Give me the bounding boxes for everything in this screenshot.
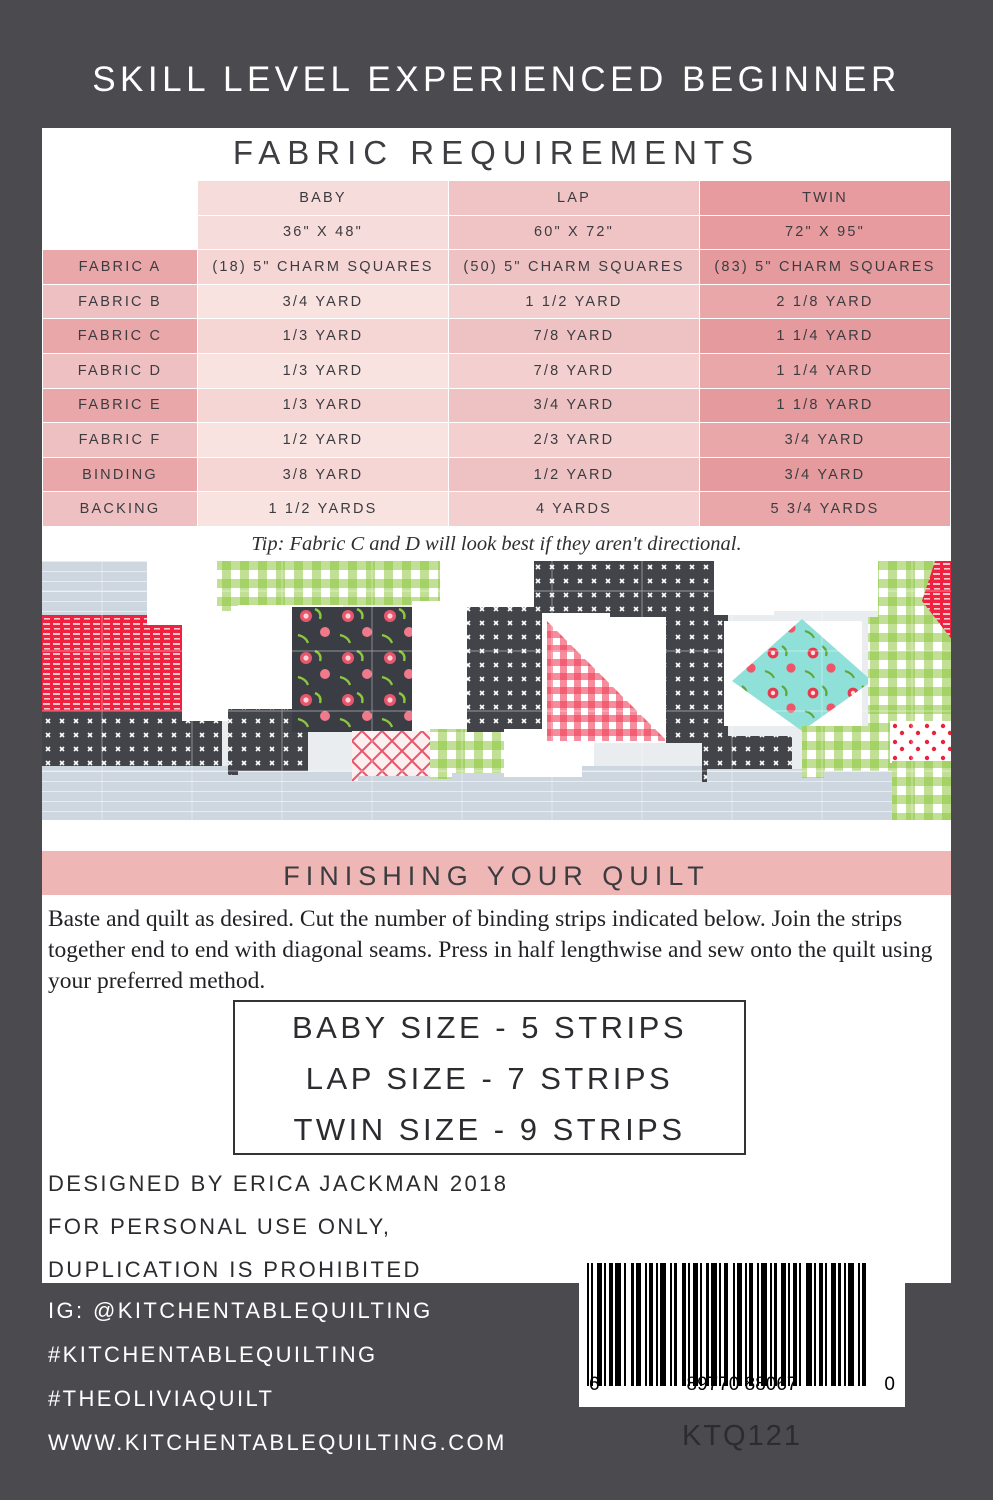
table-row [43,388,951,423]
column-header-baby: BABY [198,181,449,216]
table-row [43,423,951,458]
cell-baby-fabric-f: 1/2 YARD [198,423,449,458]
cell-twin-fabric-a: (83) 5" CHARM SQUARES [700,250,951,285]
cell-twin-fabric-e: 1 1/8 YARD [700,388,951,423]
binding-strips-box [233,1000,746,1155]
cell-twin-binding: 3/4 YARD [700,457,951,492]
cell-baby-fabric-a: (18) 5" CHARM SQUARES [198,250,449,285]
cell-baby-backing: 1 1/2 YARDS [198,492,449,527]
table-row [43,492,951,527]
column-header-twin: TWIN [700,181,951,216]
table-header-row-sizes [43,181,951,216]
skill-level-text: SKILL LEVEL EXPERIENCED BEGINNER [92,60,901,99]
row-label-backing: BACKING [43,492,198,527]
social-instagram[interactable]: IG: @KITCHENTABLEQUILTING [48,1298,433,1323]
fabric-requirements-table [42,180,951,527]
finishing-paragraph: Baste and quilt as desired. Cut the number of binding strips indicated below. Join the strips together end to end with diagonal seams. Press in half lengthwise and sew onto the quilt using your preferred method. [48,906,933,994]
cell-lap-fabric-f: 2/3 YARD [449,423,700,458]
table-corner-cell-2 [43,215,198,250]
cell-lap-fabric-d: 7/8 YARD [449,353,700,388]
table-row [43,284,951,319]
cell-twin-fabric-f: 3/4 YARD [700,423,951,458]
barcode-middle-digits: 89770 88067 [686,1374,798,1395]
cell-lap-binding: 1/2 YARD [449,457,700,492]
finishing-title: FINISHING YOUR QUILT [283,861,710,891]
table-row [43,457,951,492]
fabric-tip: Tip: Fabric C and D will look best if they aren't directional. [251,533,742,555]
column-dimension-baby: 36" X 48" [198,215,449,250]
strip-line-baby: BABY SIZE - 5 STRIPS [291,1010,688,1045]
barcode-left-digit: 6 [589,1374,600,1395]
cell-baby-fabric-c: 1/3 YARD [198,319,449,354]
cell-baby-fabric-d: 1/3 YARD [198,353,449,388]
cell-baby-fabric-e: 1/3 YARD [198,388,449,423]
row-label-binding: BINDING [43,457,198,492]
cell-lap-fabric-b: 1 1/2 YARD [449,284,700,319]
strip-line-lap: LAP SIZE - 7 STRIPS [305,1061,674,1096]
column-dimension-twin: 72" X 95" [700,215,951,250]
row-label-fabric-e: FABRIC E [43,388,198,423]
credit-designer: DESIGNED BY ERICA JACKMAN 2018 [48,1171,509,1196]
cell-twin-backing: 5 3/4 YARDS [700,492,951,527]
column-header-lap: LAP [449,181,700,216]
table-row [43,353,951,388]
quilt-photo [42,561,951,820]
row-label-fabric-d: FABRIC D [43,353,198,388]
column-dimension-lap: 60" X 72" [449,215,700,250]
barcode-right-digit: 0 [884,1374,895,1395]
cell-baby-fabric-b: 3/4 YARD [198,284,449,319]
credit-usage-line-2: DUPLICATION IS PROHIBITED [48,1257,422,1282]
credits-block [48,1162,608,1291]
cell-lap-fabric-a: (50) 5" CHARM SQUARES [449,250,700,285]
social-block [48,1289,608,1465]
cell-baby-binding: 3/8 YARD [198,457,449,492]
cell-lap-fabric-c: 7/8 YARD [449,319,700,354]
barcode-bars [587,1263,897,1386]
cell-lap-backing: 4 YARDS [449,492,700,527]
table-header-row-dimensions [43,215,951,250]
barcode-digits [579,1374,905,1396]
social-hashtag-1[interactable]: #KITCHENTABLEQUILTING [48,1342,378,1367]
sku-code: KTQ121 [682,1420,802,1452]
social-hashtag-2[interactable]: #THEOLIVIAQUILT [48,1386,275,1411]
table-row [43,250,951,285]
cell-twin-fabric-c: 1 1/4 YARD [700,319,951,354]
row-label-fabric-f: FABRIC F [43,423,198,458]
social-website[interactable]: WWW.KITCHENTABLEQUILTING.COM [48,1430,507,1455]
fabric-requirements-title: FABRIC REQUIREMENTS [232,134,761,171]
row-label-fabric-a: FABRIC A [43,250,198,285]
quilt-photo-illustration [42,561,951,820]
strip-line-twin: TWIN SIZE - 9 STRIPS [293,1112,686,1147]
cell-twin-fabric-d: 1 1/4 YARD [700,353,951,388]
cell-twin-fabric-b: 2 1/8 YARD [700,284,951,319]
cell-lap-fabric-e: 3/4 YARD [449,388,700,423]
table-corner-cell [43,181,198,216]
row-label-fabric-c: FABRIC C [43,319,198,354]
row-label-fabric-b: FABRIC B [43,284,198,319]
table-row [43,319,951,354]
credit-usage-line-1: FOR PERSONAL USE ONLY, [48,1214,392,1239]
